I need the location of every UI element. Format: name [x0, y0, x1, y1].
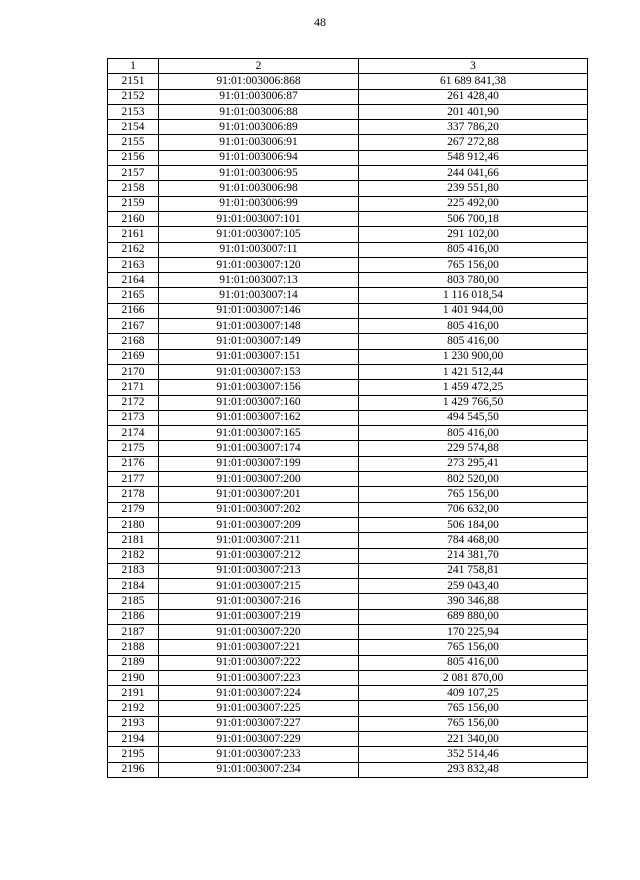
table-row — [108, 227, 588, 242]
row-number-cell: 2163 — [108, 257, 159, 272]
table-row — [108, 74, 588, 89]
table-row — [108, 288, 588, 303]
cadastral-number-cell: 91:01:003007:200 — [159, 472, 359, 487]
table-row — [108, 762, 588, 777]
row-number-cell: 2164 — [108, 273, 159, 288]
value-cell: 1 116 018,54 — [359, 288, 588, 303]
row-number-cell: 2179 — [108, 502, 159, 517]
cadastral-number-cell: 91:01:003007:11 — [159, 242, 359, 257]
value-cell: 261 428,40 — [359, 89, 588, 104]
table-row — [108, 334, 588, 349]
cadastral-number-cell: 91:01:003007:148 — [159, 319, 359, 334]
column-header: 3 — [359, 59, 588, 74]
row-number-cell: 2188 — [108, 640, 159, 655]
cadastral-number-cell: 91:01:003007:13 — [159, 273, 359, 288]
cadastral-number-cell: 91:01:003007:212 — [159, 548, 359, 563]
table-row — [108, 319, 588, 334]
cadastral-number-cell: 91:01:003007:222 — [159, 655, 359, 670]
row-number-cell: 2159 — [108, 196, 159, 211]
table-row — [108, 732, 588, 747]
table-row — [108, 563, 588, 578]
table-row — [108, 517, 588, 532]
table-row — [108, 120, 588, 135]
value-cell: 803 780,00 — [359, 273, 588, 288]
value-cell: 267 272,88 — [359, 135, 588, 150]
table-row — [108, 441, 588, 456]
cadastral-number-cell: 91:01:003007:146 — [159, 303, 359, 318]
cadastral-number-cell: 91:01:003007:225 — [159, 701, 359, 716]
cadastral-number-cell: 91:01:003007:233 — [159, 747, 359, 762]
table-row — [108, 196, 588, 211]
table-row — [108, 135, 588, 150]
cadastral-number-cell: 91:01:003007:220 — [159, 624, 359, 639]
cadastral-number-cell: 91:01:003007:202 — [159, 502, 359, 517]
table-row — [108, 150, 588, 165]
cadastral-number-cell: 91:01:003007:151 — [159, 349, 359, 364]
value-cell: 1 421 512,44 — [359, 364, 588, 379]
cadastral-number-cell: 91:01:003007:213 — [159, 563, 359, 578]
cadastral-number-cell: 91:01:003006:89 — [159, 120, 359, 135]
cadastral-number-cell: 91:01:003007:149 — [159, 334, 359, 349]
table-row — [108, 89, 588, 104]
table-row — [108, 166, 588, 181]
table-row — [108, 624, 588, 639]
value-cell: 805 416,00 — [359, 655, 588, 670]
table-row — [108, 579, 588, 594]
value-cell: 291 102,00 — [359, 227, 588, 242]
row-number-cell: 2172 — [108, 395, 159, 410]
table-row — [108, 349, 588, 364]
cadastral-number-cell: 91:01:003007:224 — [159, 686, 359, 701]
cadastral-number-cell: 91:01:003007:219 — [159, 609, 359, 624]
value-cell: 506 184,00 — [359, 517, 588, 532]
value-cell: 201 401,90 — [359, 104, 588, 119]
value-cell: 765 156,00 — [359, 257, 588, 272]
value-cell: 214 381,70 — [359, 548, 588, 563]
cadastral-number-cell: 91:01:003006:94 — [159, 150, 359, 165]
cadastral-number-cell: 91:01:003007:153 — [159, 364, 359, 379]
value-cell: 225 492,00 — [359, 196, 588, 211]
table-row — [108, 257, 588, 272]
value-cell: 229 574,88 — [359, 441, 588, 456]
cadastral-number-cell: 91:01:003006:88 — [159, 104, 359, 119]
cadastral-number-cell: 91:01:003007:101 — [159, 211, 359, 226]
table-row — [108, 670, 588, 685]
row-number-cell: 2181 — [108, 533, 159, 548]
cadastral-number-cell: 91:01:003007:105 — [159, 227, 359, 242]
value-cell: 61 689 841,38 — [359, 74, 588, 89]
row-number-cell: 2174 — [108, 426, 159, 441]
row-number-cell: 2166 — [108, 303, 159, 318]
row-number-cell: 2195 — [108, 747, 159, 762]
row-number-cell: 2191 — [108, 686, 159, 701]
value-cell: 337 786,20 — [359, 120, 588, 135]
table-row — [108, 502, 588, 517]
row-number-cell: 2190 — [108, 670, 159, 685]
cadastral-number-cell: 91:01:003006:868 — [159, 74, 359, 89]
table-row — [108, 410, 588, 425]
value-cell: 805 416,00 — [359, 319, 588, 334]
value-cell: 802 520,00 — [359, 472, 588, 487]
value-cell: 221 340,00 — [359, 732, 588, 747]
table-row — [108, 701, 588, 716]
table-row — [108, 395, 588, 410]
value-cell: 689 880,00 — [359, 609, 588, 624]
value-cell: 805 416,00 — [359, 242, 588, 257]
value-cell: 273 295,41 — [359, 456, 588, 471]
row-number-cell: 2186 — [108, 609, 159, 624]
cadastral-number-cell: 91:01:003007:209 — [159, 517, 359, 532]
row-number-cell: 2154 — [108, 120, 159, 135]
row-number-cell: 2173 — [108, 410, 159, 425]
value-cell: 1 401 944,00 — [359, 303, 588, 318]
table-row — [108, 426, 588, 441]
value-cell: 784 468,00 — [359, 533, 588, 548]
value-cell: 352 514,46 — [359, 747, 588, 762]
row-number-cell: 2192 — [108, 701, 159, 716]
row-number-cell: 2194 — [108, 732, 159, 747]
cadastral-number-cell: 91:01:003007:201 — [159, 487, 359, 502]
value-cell: 241 758,81 — [359, 563, 588, 578]
value-cell: 805 416,00 — [359, 426, 588, 441]
value-cell: 170 225,94 — [359, 624, 588, 639]
row-number-cell: 2169 — [108, 349, 159, 364]
cadastral-number-cell: 91:01:003006:91 — [159, 135, 359, 150]
page-number: 48 — [314, 15, 326, 29]
row-number-cell: 2158 — [108, 181, 159, 196]
cadastral-number-cell: 91:01:003007:156 — [159, 380, 359, 395]
table-row — [108, 533, 588, 548]
value-cell: 548 912,46 — [359, 150, 588, 165]
row-number-cell: 2162 — [108, 242, 159, 257]
value-cell: 409 107,25 — [359, 686, 588, 701]
value-cell: 244 041,66 — [359, 166, 588, 181]
cadastral-number-cell: 91:01:003006:98 — [159, 181, 359, 196]
row-number-cell: 2182 — [108, 548, 159, 563]
cadastral-number-cell: 91:01:003006:99 — [159, 196, 359, 211]
cadastral-number-cell: 91:01:003007:227 — [159, 716, 359, 731]
cadastral-number-cell: 91:01:003006:95 — [159, 166, 359, 181]
row-number-cell: 2193 — [108, 716, 159, 731]
table-row — [108, 456, 588, 471]
table-row — [108, 487, 588, 502]
row-number-cell: 2184 — [108, 579, 159, 594]
row-number-cell: 2185 — [108, 594, 159, 609]
value-cell: 494 545,50 — [359, 410, 588, 425]
table-row — [108, 472, 588, 487]
value-cell: 239 551,80 — [359, 181, 588, 196]
cadastral-number-cell: 91:01:003006:87 — [159, 89, 359, 104]
row-number-cell: 2157 — [108, 166, 159, 181]
table-row — [108, 747, 588, 762]
table-row — [108, 716, 588, 731]
cadastral-number-cell: 91:01:003007:160 — [159, 395, 359, 410]
cadastral-number-cell: 91:01:003007:211 — [159, 533, 359, 548]
table-row — [108, 181, 588, 196]
table-row — [108, 609, 588, 624]
row-number-cell: 2189 — [108, 655, 159, 670]
value-cell: 765 156,00 — [359, 701, 588, 716]
cadastral-number-cell: 91:01:003007:165 — [159, 426, 359, 441]
value-cell: 293 832,48 — [359, 762, 588, 777]
value-cell: 390 346,88 — [359, 594, 588, 609]
row-number-cell: 2177 — [108, 472, 159, 487]
table-row — [108, 594, 588, 609]
row-number-cell: 2155 — [108, 135, 159, 150]
value-cell: 765 156,00 — [359, 640, 588, 655]
row-number-cell: 2152 — [108, 89, 159, 104]
value-cell: 1 429 766,50 — [359, 395, 588, 410]
table-row — [108, 686, 588, 701]
value-cell: 1 459 472,25 — [359, 380, 588, 395]
value-cell: 1 230 900,00 — [359, 349, 588, 364]
table-row — [108, 640, 588, 655]
row-number-cell: 2156 — [108, 150, 159, 165]
row-number-cell: 2165 — [108, 288, 159, 303]
table-row — [108, 273, 588, 288]
value-cell: 706 632,00 — [359, 502, 588, 517]
cadastral-number-cell: 91:01:003007:234 — [159, 762, 359, 777]
row-number-cell: 2196 — [108, 762, 159, 777]
table-row — [108, 548, 588, 563]
column-header: 2 — [159, 59, 359, 74]
row-number-cell: 2183 — [108, 563, 159, 578]
cadastral-number-cell: 91:01:003007:216 — [159, 594, 359, 609]
value-cell: 506 700,18 — [359, 211, 588, 226]
row-number-cell: 2187 — [108, 624, 159, 639]
table-row — [108, 380, 588, 395]
table-row — [108, 104, 588, 119]
row-number-cell: 2171 — [108, 380, 159, 395]
row-number-cell: 2153 — [108, 104, 159, 119]
table-row — [108, 242, 588, 257]
cadastral-number-cell: 91:01:003007:14 — [159, 288, 359, 303]
table-row — [108, 655, 588, 670]
table-body — [108, 74, 588, 778]
value-cell: 259 043,40 — [359, 579, 588, 594]
row-number-cell: 2160 — [108, 211, 159, 226]
cadastral-number-cell: 91:01:003007:223 — [159, 670, 359, 685]
value-cell: 805 416,00 — [359, 334, 588, 349]
table-header-row — [108, 59, 588, 74]
value-cell: 2 081 870,00 — [359, 670, 588, 685]
row-number-cell: 2178 — [108, 487, 159, 502]
cadastral-number-cell: 91:01:003007:229 — [159, 732, 359, 747]
row-number-cell: 2175 — [108, 441, 159, 456]
row-number-cell: 2168 — [108, 334, 159, 349]
row-number-cell: 2170 — [108, 364, 159, 379]
cadastral-number-cell: 91:01:003007:221 — [159, 640, 359, 655]
row-number-cell: 2151 — [108, 74, 159, 89]
cadastral-number-cell: 91:01:003007:162 — [159, 410, 359, 425]
data-table — [107, 58, 588, 778]
value-cell: 765 156,00 — [359, 487, 588, 502]
value-cell: 765 156,00 — [359, 716, 588, 731]
cadastral-number-cell: 91:01:003007:215 — [159, 579, 359, 594]
row-number-cell: 2180 — [108, 517, 159, 532]
cadastral-number-cell: 91:01:003007:120 — [159, 257, 359, 272]
column-header: 1 — [108, 59, 159, 74]
table-row — [108, 211, 588, 226]
table-row — [108, 303, 588, 318]
row-number-cell: 2161 — [108, 227, 159, 242]
cadastral-number-cell: 91:01:003007:199 — [159, 456, 359, 471]
table-row — [108, 364, 588, 379]
row-number-cell: 2167 — [108, 319, 159, 334]
cadastral-number-cell: 91:01:003007:174 — [159, 441, 359, 456]
row-number-cell: 2176 — [108, 456, 159, 471]
